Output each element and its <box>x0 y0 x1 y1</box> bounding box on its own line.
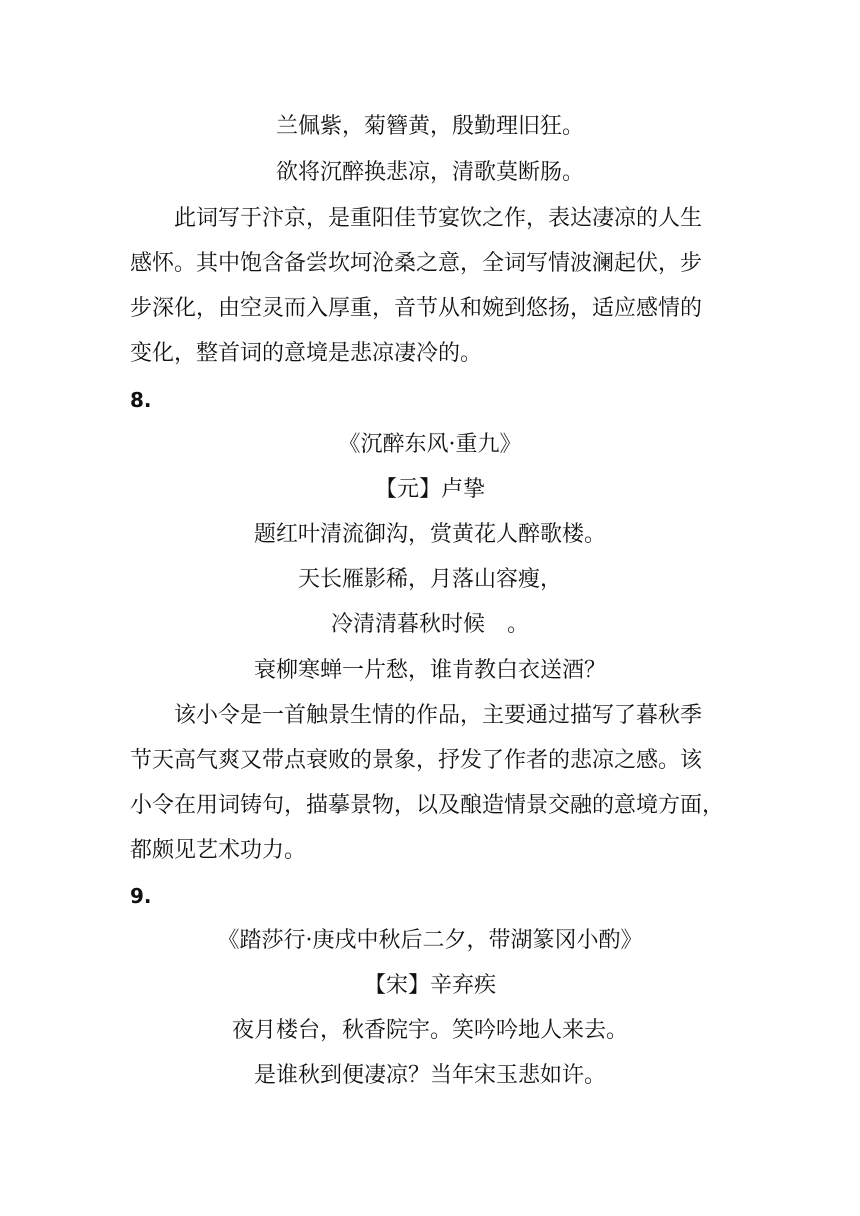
verse-line: 题红叶清流御沟，赏黄花人醉歌楼。 <box>253 522 606 547</box>
commentary-line: 都颇见艺术功力。 <box>130 838 307 863</box>
poem-author: 【宋】辛弃疾 <box>363 973 496 998</box>
commentary-line: 该小令是一首触景生情的作品，主要通过描写了暮秋季 <box>130 703 703 728</box>
commentary-line: 变化，整首词的意境是悲凉凄冷的。 <box>130 341 483 366</box>
verse-line: 衰柳寒蝉一片愁，谁肯教白衣送酒？ <box>253 658 606 683</box>
verse-line: 是谁秋到便凄凉？当年宋玉悲如许。 <box>253 1063 606 1088</box>
verse-line: 夜月楼台，秋香院宇。笑吟吟地人来去。 <box>231 1018 628 1043</box>
commentary-line: 小令在用词铸句，描摹景物，以及酿造情景交融的意境方面， <box>130 793 725 818</box>
commentary-line: 感怀。其中饱含备尝坎坷沧桑之意，全词写情波澜起伏，步 <box>130 251 703 276</box>
verse-line: 欲将沉醉换悲凉，清歌莫断肠。 <box>275 160 584 185</box>
verse-line: 天长雁影稀，月落山容瘦， <box>297 567 562 592</box>
poem-title: 《踏莎行·庚戌中秋后二夕，带湖篆冈小酌》 <box>217 928 643 953</box>
poem-title: 《沉醉东风·重九》 <box>338 432 522 457</box>
commentary-line: 节天高气爽又带点衰败的景象，抒发了作者的悲凉之感。该 <box>130 748 703 773</box>
section-number: 8. <box>130 388 152 412</box>
verse-line: 兰佩紫，菊簪黄，殷勤理旧狂。 <box>275 114 584 139</box>
verse-line: 冷清清暮秋时候 。 <box>330 612 529 637</box>
section-number: 9. <box>130 884 152 908</box>
commentary-line: 此词写于汴京，是重阳佳节宴饮之作，表达凄凉的人生 <box>130 206 703 231</box>
commentary-line: 步深化，由空灵而入厚重，音节从和婉到悠扬，适应感情的 <box>130 296 703 321</box>
poem-author: 【元】卢挚 <box>374 477 485 502</box>
